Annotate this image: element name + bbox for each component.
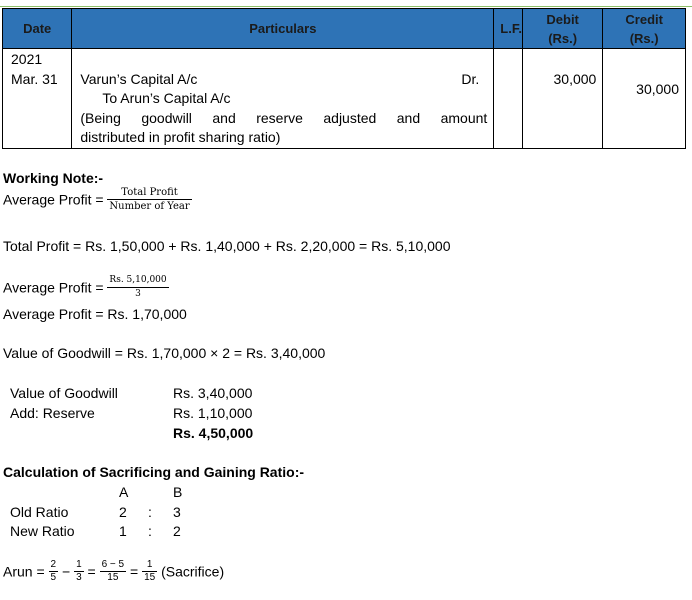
cell-lf	[494, 49, 523, 149]
arun-sacrifice-calc	[3, 559, 224, 584]
sacrifice-note: (Sacrifice)	[161, 563, 225, 580]
goodwill-total-value: Rs. 4,50,000	[173, 425, 254, 441]
fraction-1-15	[142, 559, 157, 584]
header-credit-line2: (Rs.)	[629, 30, 659, 46]
average-profit-formula	[3, 186, 192, 213]
fraction-1-3	[74, 559, 84, 584]
fraction-denominator: 15	[144, 572, 156, 583]
table-header-row	[3, 9, 686, 49]
total-profit-line: Total Profit = Rs. 1,50,000 + Rs. 1,40,000 + Rs. 2,20,000 = Rs. 5,10,000	[3, 238, 451, 254]
old-ratio-a: 2	[119, 504, 127, 520]
credit-amount: 30,000	[636, 80, 679, 97]
ratio-col-a: A	[119, 484, 129, 500]
header-debit	[522, 9, 602, 49]
avg-calc-fraction	[107, 274, 168, 301]
debit-account: Varun’s Capital A/c	[80, 70, 198, 87]
new-ratio-a: 1	[119, 523, 127, 539]
header-debit-line2: (Rs.)	[548, 30, 578, 46]
new-ratio-label: New Ratio	[10, 523, 75, 539]
equals-sign: =	[87, 563, 96, 580]
new-ratio-sep: :	[148, 523, 152, 539]
reserve-value: Rs. 1,10,000	[173, 405, 253, 421]
table-row	[3, 49, 686, 149]
fraction-6-5-15	[100, 559, 127, 584]
cell-debit	[522, 49, 602, 149]
goodwill-table	[0, 385, 300, 445]
fraction-denominator: 3	[76, 572, 82, 583]
dr-label: Dr.	[461, 70, 480, 87]
fraction-denominator: Number of Year	[109, 201, 190, 212]
header-particulars: Particulars	[72, 9, 494, 49]
goodwill-value: Rs. 3,40,000	[173, 385, 253, 401]
arun-label: Arun =	[3, 563, 45, 580]
working-note-title: Working Note:-	[3, 170, 104, 186]
ratio-table	[0, 484, 300, 544]
credit-account: To Arun’s Capital A/c	[102, 90, 231, 106]
header-credit-line1: Credit	[625, 11, 663, 27]
fraction-2-5	[49, 559, 59, 584]
header-debit-line1: Debit	[546, 11, 579, 27]
goodwill-line: Value of Goodwill = Rs. 1,70,000 × 2 = Rs. 3,40,000	[3, 345, 326, 361]
new-ratio-b: 2	[173, 523, 181, 539]
fraction-numerator: Rs. 5,10,000	[107, 274, 168, 288]
fraction-denominator: 3	[135, 289, 141, 299]
debit-amount: 30,000	[553, 70, 597, 87]
fraction-numerator: 1	[76, 559, 82, 570]
entry-date: Mar. 31	[11, 70, 58, 87]
narration-line1: (Being goodwill and reserve adjusted and amount	[80, 109, 488, 126]
reserve-label: Add: Reserve	[10, 405, 95, 421]
avg-formula-fraction	[107, 186, 191, 213]
ratio-title: Calculation of Sacrificing and Gaining Ratio:-	[3, 464, 305, 480]
entry-year: 2021	[11, 51, 43, 67]
ratio-col-b: B	[173, 484, 183, 500]
old-ratio-sep: :	[148, 504, 152, 520]
cell-particulars	[72, 49, 494, 149]
avg-calc-label: Average Profit =	[3, 279, 104, 296]
average-profit-result: Average Profit = Rs. 1,70,000	[3, 306, 187, 322]
fraction-numerator: 6 − 5	[101, 559, 125, 570]
average-profit-calc	[3, 274, 169, 301]
journal-entry-table	[2, 8, 686, 149]
fraction-numerator: Total Profit	[107, 186, 191, 200]
goodwill-label: Value of Goodwill	[10, 385, 118, 401]
fraction-numerator: 1	[142, 559, 157, 572]
cell-date	[3, 49, 72, 149]
debit-account-row	[80, 70, 487, 90]
fraction-numerator: 2	[50, 559, 57, 570]
header-lf: L.F.	[494, 9, 523, 49]
fraction-denominator: 15	[107, 572, 119, 583]
cell-credit	[603, 49, 686, 149]
old-ratio-b: 3	[173, 504, 181, 520]
fraction-denominator: 5	[50, 572, 57, 583]
minus-sign: −	[61, 563, 71, 580]
header-credit	[603, 9, 686, 49]
equals-sign: =	[130, 563, 139, 580]
old-ratio-label: Old Ratio	[10, 504, 69, 520]
narration-line2: distributed in profit sharing ratio)	[80, 129, 281, 145]
top-divider	[0, 6, 692, 7]
header-date: Date	[3, 9, 72, 49]
avg-formula-label: Average Profit =	[3, 191, 104, 208]
